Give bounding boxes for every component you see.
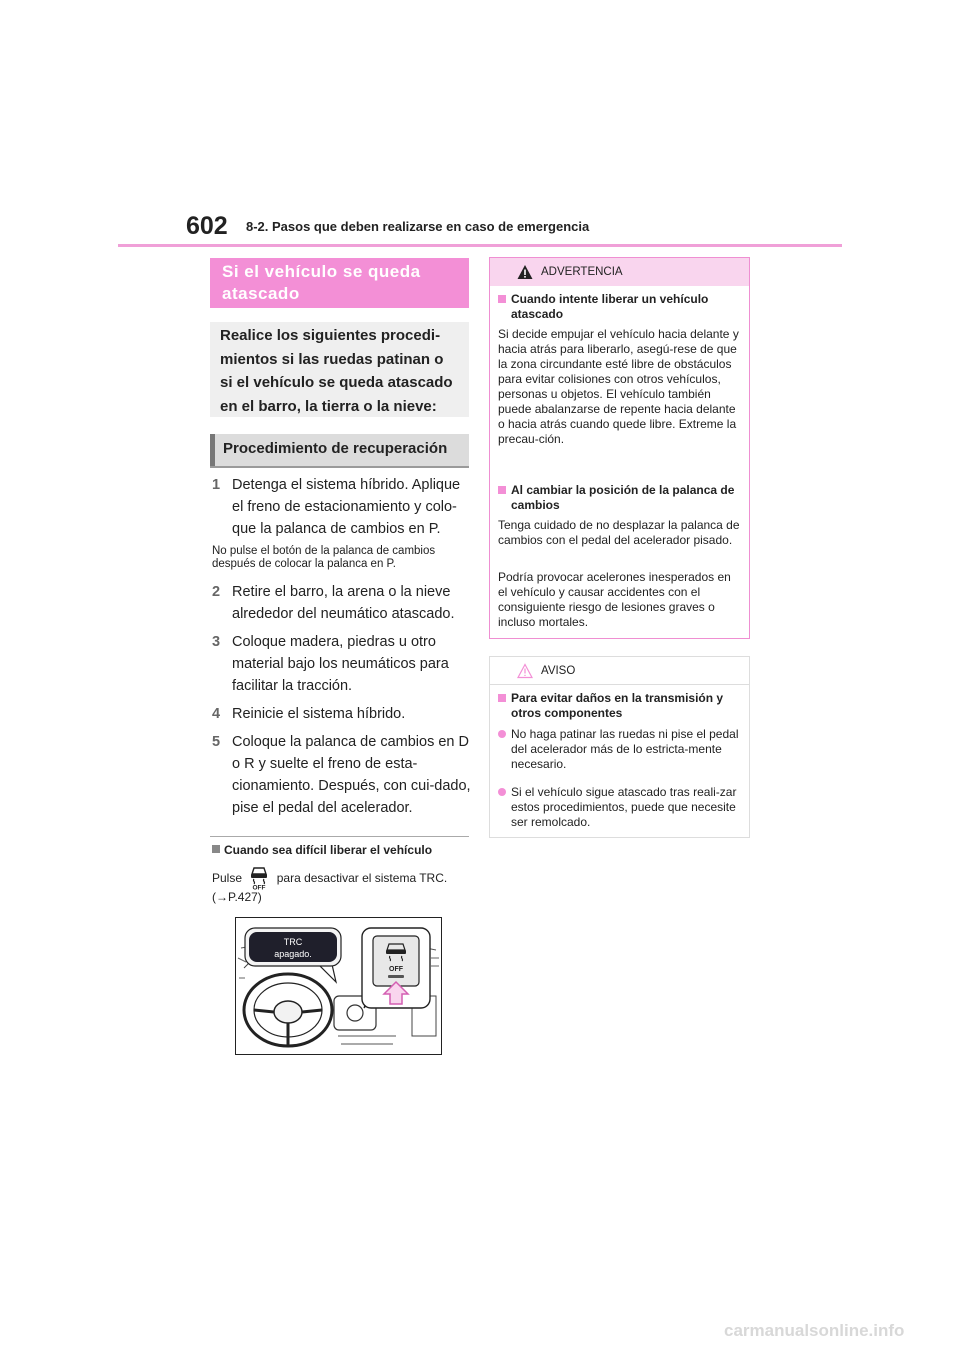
notice-bullet-1 bbox=[498, 727, 742, 772]
step-1 bbox=[212, 474, 474, 540]
step-number: 4 bbox=[212, 706, 221, 722]
step-text: Coloque la palanca de cambios en D o R y suelte el freno de esta-cionamiento. Después, con cui-dado, pise el pedal del acelerador. bbox=[232, 734, 471, 816]
warning-paragraph-2 bbox=[498, 518, 742, 548]
trc-instruction bbox=[212, 866, 474, 905]
notice-bullet-2 bbox=[498, 785, 742, 830]
procedure-heading-text: Procedimiento de recuperación bbox=[223, 440, 448, 457]
step-1-note: No pulse el botón de la palanca de cambios después de colocar la palanca en P. bbox=[212, 545, 436, 570]
site-watermark: carmanualsonline.info bbox=[724, 1321, 905, 1340]
warning-triangle-icon bbox=[517, 264, 533, 280]
subsection-heading-text: Cuando sea difícil liberar el vehículo bbox=[224, 843, 433, 857]
dashboard-illustration bbox=[235, 917, 442, 1055]
warning-paragraph-1 bbox=[498, 327, 742, 447]
subsection-divider bbox=[210, 836, 469, 837]
subsection-heading bbox=[212, 843, 432, 857]
step-text: Coloque madera, piedras u otro material bajo los neumáticos para facilitar la tracción. bbox=[232, 634, 449, 694]
step-number: 1 bbox=[212, 477, 221, 493]
step-number: 3 bbox=[212, 634, 221, 650]
step-number: 2 bbox=[212, 584, 221, 600]
section-title: Si el vehículo se queda atascado bbox=[210, 258, 469, 308]
notice-heading-text: Para evitar daños en la transmisión y otros componentes bbox=[511, 691, 724, 720]
notice-item-heading bbox=[498, 691, 742, 721]
warning-heading-2-text: Al cambiar la posición de la palanca de cambios bbox=[511, 483, 735, 512]
step-5 bbox=[212, 731, 474, 819]
step-number: 5 bbox=[212, 734, 221, 750]
warning-paragraph-3 bbox=[498, 570, 742, 630]
page-reference: (→P.427) bbox=[212, 890, 262, 904]
square-bullet-icon bbox=[498, 295, 506, 303]
warning-paragraph-2-text: Tenga cuidado de no desplazar la palanca de cambios con el pedal del acelerador pisado. bbox=[498, 518, 740, 547]
step-3 bbox=[212, 631, 474, 697]
circle-bullet-icon bbox=[498, 730, 506, 738]
intro-text: Realice los siguientes procedi-mientos si las ruedas patinan o si el vehículo se queda atascado en el barro, la tierra o la nieve: bbox=[210, 322, 469, 417]
notice-label: AVISO bbox=[541, 665, 576, 677]
callout-line-1: TRC bbox=[283, 937, 303, 947]
circle-bullet-icon bbox=[498, 788, 506, 796]
notice-bullet-2-text: Si el vehículo sigue atascado tras reali-zar estos procedimientos, puede que necesite ser remolcado. bbox=[511, 785, 737, 829]
header-divider bbox=[118, 244, 842, 247]
notice-box bbox=[489, 656, 750, 838]
step-4 bbox=[212, 703, 474, 725]
warning-item-heading-1 bbox=[498, 292, 742, 322]
warning-heading-1-text: Cuando intente liberar un vehículo atascado bbox=[511, 292, 709, 321]
warning-paragraph-3-text: Podría provocar acelerones inesperados en el vehículo y causar accidentes con el consiguiente riesgo de lesiones graves o incluso mortales. bbox=[498, 570, 731, 629]
pulse-text: para desactivar el sistema TRC. bbox=[276, 871, 448, 885]
procedure-heading-bar bbox=[210, 434, 215, 466]
procedure-heading bbox=[210, 434, 469, 468]
notice-header bbox=[490, 657, 749, 685]
step-text: Detenga el sistema híbrido. Aplique el freno de estacionamiento y colo-que la palanca de cambios en P. bbox=[232, 477, 461, 537]
square-bullet-icon bbox=[212, 845, 220, 853]
button-off-label: OFF bbox=[389, 966, 403, 973]
svg-text:OFF: OFF bbox=[252, 884, 266, 890]
caution-triangle-icon bbox=[517, 663, 533, 679]
page-number: 602 bbox=[186, 212, 228, 240]
step-text: Reinicie el sistema híbrido. bbox=[232, 706, 406, 722]
warning-header bbox=[490, 258, 749, 286]
trc-off-icon bbox=[248, 866, 270, 890]
notice-bullet-1-text: No haga patinar las ruedas ni pise el pedal del acelerador más de lo estricta-mente necesario. bbox=[511, 727, 739, 771]
callout-line-2: apagado. bbox=[274, 949, 312, 959]
warning-label: ADVERTENCIA bbox=[541, 266, 623, 278]
square-bullet-icon bbox=[498, 486, 506, 494]
warning-box bbox=[489, 257, 750, 639]
step-2 bbox=[212, 581, 474, 625]
warning-item-heading-2 bbox=[498, 483, 742, 513]
chapter-title: 8-2. Pasos que deben realizarse en caso de emergencia bbox=[246, 219, 590, 234]
step-text: Retire el barro, la arena o la nieve alrededor del neumático atascado. bbox=[232, 584, 455, 622]
pulse-word: Pulse bbox=[212, 871, 243, 885]
dashboard-drawing bbox=[236, 918, 441, 1054]
warning-paragraph-1-text: Si decide empujar el vehículo hacia delante y hacia atrás para liberarlo, asegú-rese de que la zona circundante esté libre de obstáculos para evitar colisiones con otros vehículos, personas u objetos. El vehículo también puede abalanzarse de repente hacia delante o hacia atrás cuando quede libre. Extreme la precau-ción. bbox=[498, 327, 739, 446]
square-bullet-icon bbox=[498, 694, 506, 702]
